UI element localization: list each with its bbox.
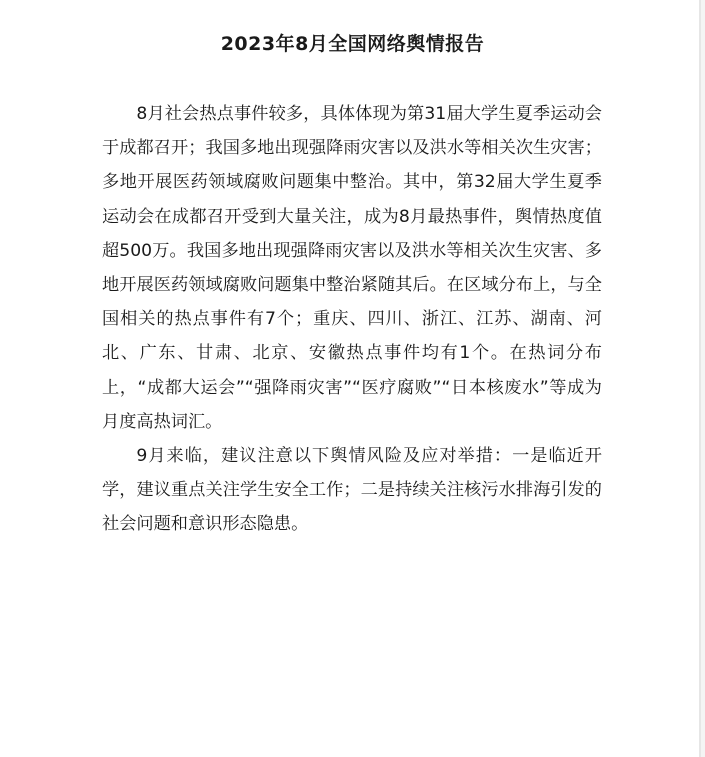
document-title: 2023年8月全国网络舆情报告: [220, 33, 485, 55]
paragraph-recommendation: 9月来临，建议注意以下舆情风险及应对举措：一是临近开学，建议重点关注学生安全工作；二是持续关注核污水排海引发的社会问题和意识形态隐患。: [102, 446, 602, 535]
document-body: [102, 97, 602, 542]
page-edge-shadow: [701, 0, 705, 757]
page-edge-line: [699, 0, 701, 757]
paragraph-summary: 8月社会热点事件较多，具体体现为第31届大学生夏季运动会于成都召开；我国多地出现强降雨灾害以及洪水等相关次生灾害；多地开展医药领域腐败问题集中整治。其中，第32届大学生夏季运动会在成都召开受到大量关注，成为8月最热事件，舆情热度值超500万。我国多地出现强降雨灾害以及洪水等相关次生灾害、多地开展医药领域腐败问题集中整治紧随其后。在区域分布上，与全国相关的热点事件有7个；重庆、四川、浙江、江苏、湖南、河北、广东、甘肃、北京、安徽热点事件均有1个。在热词分布上，“成都大运会”“强降雨灾害”“医疗腐败”“日本核废水”等成为月度高热词汇。: [102, 104, 602, 432]
